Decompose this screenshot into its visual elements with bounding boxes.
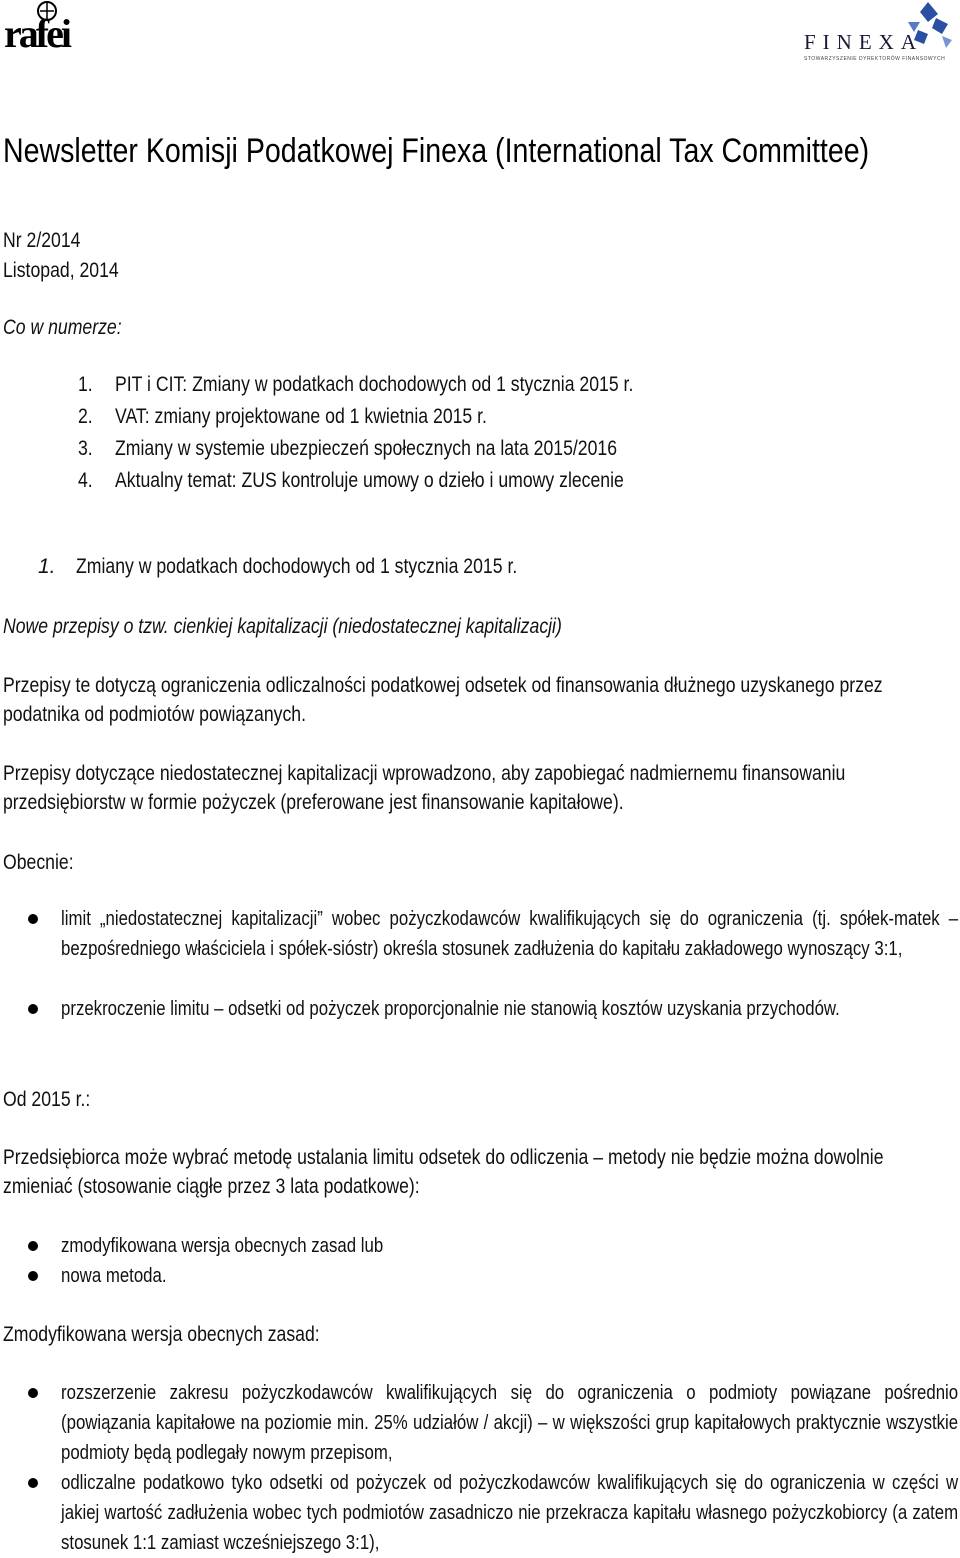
list-item: nowa metoda. <box>28 1261 926 1291</box>
contents-label: Co w numerze: <box>3 316 122 339</box>
list-item: odliczalne podatkowo tyko odsetki od pożyczek od pożyczkodawców kwalifikujących się do ograniczenia w części w jakiej wartość zadłużenia wobec tych podmiotów zasadniczo nie przekracza kapitału własnego pożyczkobiorcy (a zatem stosunek 1:1 zamiast wcześniejszego 3:1), <box>28 1468 926 1558</box>
section-1-subheading: Nowe przepisy o tzw. cienkiej kapitalizacji (niedostatecznej kapitalizacji) <box>3 615 562 638</box>
finexa-logo-subtitle: STOWARZYSZENIE DYREKTORÓW FINANSOWYCH <box>804 56 946 62</box>
obecnie-label: Obecnie: <box>3 851 74 874</box>
modified-version-list <box>28 1378 959 1558</box>
paragraph-3: Przedsiębiorca może wybrać metodę ustalania limitu odsetek do odliczenia – metody nie będzie można dowolnie zmieniać (stosowanie ciągłe przez 3 lata podatkowe): <box>3 1146 884 1198</box>
obecnie-list <box>28 904 959 1054</box>
bullet-icon <box>28 1271 38 1281</box>
paragraph-1: Przepisy te dotyczą ograniczenia odliczalności podatkowej odsetek od finansowania dłużnego uzyskanego przez podatnika od podmiotów powiązanych. <box>3 674 883 726</box>
modified-version-label: Zmodyfikowana wersja obecnych zasad: <box>3 1323 320 1346</box>
rafei-logo-text: rafei <box>4 11 69 56</box>
list-item: przekroczenie limitu – odsetki od pożyczek proporcjonalnie nie stanowią kosztów uzyskania przychodów. <box>28 994 926 1054</box>
bullet-icon <box>28 1004 38 1014</box>
issue-number: Nr 2/2014 <box>3 229 81 252</box>
section-1-heading: 1. Zmiany w podatkach dochodowych od 1 stycznia 2015 r. <box>38 555 518 578</box>
bullet-icon <box>28 1241 38 1251</box>
list-item: rozszerzenie zakresu pożyczkodawców kwalifikujących się do ograniczenia o podmioty powiązane pośrednio (powiązania kapitałowe na poziomie min. 25% udziałów / akcji) – w większości grup kapitałowych praktycznie wszystkie podmioty będą podlegały nowym przepisom, <box>28 1378 926 1468</box>
list-item: limit „niedostatecznej kapitalizacji” wobec pożyczkodawców kwalifikujących się do ograniczenia (tj. spółek-matek – bezpośredniego właściciela i spółek-sióstr) określa stosunek zadłużenia do kapitału zakładowego wynoszący 3:1, <box>28 904 926 994</box>
bullet-icon <box>28 914 38 924</box>
newsletter-title: Newsletter Komisji Podatkowej Finexa (International Tax Committee) <box>3 132 870 170</box>
list-item: zmodyfikowana wersja obecnych zasad lub <box>28 1231 926 1261</box>
methods-list <box>28 1231 926 1291</box>
finexa-logo-text: FINEXA <box>804 30 923 54</box>
bullet-icon <box>28 1388 38 1398</box>
od-2015-label: Od 2015 r.: <box>3 1088 91 1111</box>
finexa-logo <box>798 0 958 64</box>
rafei-logo <box>4 0 96 64</box>
paragraph-2: Przepisy dotyczące niedostatecznej kapitalizacji wprowadzono, aby zapobiegać nadmiernemu finansowaniu przedsiębiorstw w formie pożyczek (preferowane jest finansowanie kapitałowe). <box>3 762 846 814</box>
issue-date: Listopad, 2014 <box>3 259 119 282</box>
bullet-icon <box>28 1478 38 1488</box>
